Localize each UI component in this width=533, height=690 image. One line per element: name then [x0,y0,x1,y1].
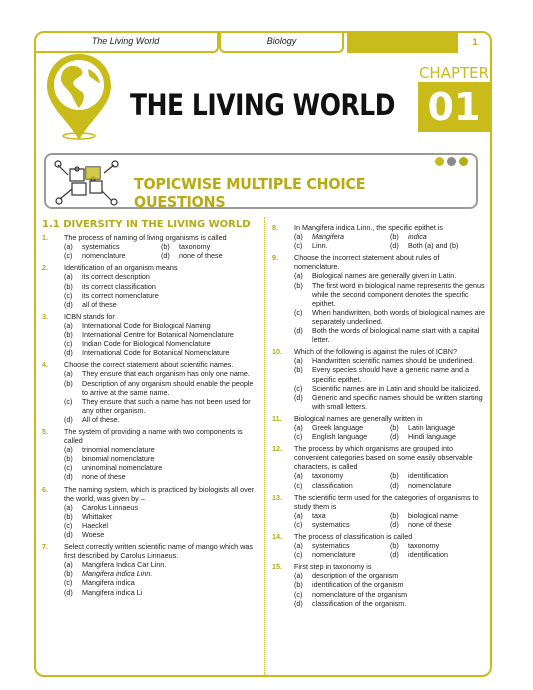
option [64,472,258,481]
question-row [272,223,486,232]
chapter-number: 01 [418,82,490,132]
chapter-title: THE LIVING WORLD [130,88,396,122]
option [161,251,258,260]
option [390,432,486,441]
option-letter: (c) [64,520,73,530]
option-letter: (d) [64,414,73,424]
option-letter: (b) [64,281,73,291]
option [294,271,486,280]
option-text: classification [312,480,353,490]
question-row [272,493,486,511]
question-text: The process of classification is called [294,532,413,541]
option-letter: (b) [294,280,303,290]
question-row [272,414,486,423]
option-row [294,481,486,490]
option-text: Linn. [312,241,328,251]
option-text: systematics [312,519,350,529]
option-text: its correct classification [82,281,156,291]
option-letter: (b) [390,541,399,551]
question-row [272,532,486,541]
chapter-label: CHAPTER [418,64,490,82]
option-letter: (c) [294,432,303,442]
option-letter: (a) [294,271,303,281]
question-text: The process by which organisms are grouped into convenient categories based on some easily observable characters, is called [294,444,473,472]
question-text: ICBN stands for [64,311,115,321]
option-letter: (a) [64,242,73,252]
options [294,541,486,559]
options [64,445,258,481]
option-letter: (c) [294,307,303,317]
option-letter: (d) [390,550,399,560]
question-row [272,347,486,356]
option-text: The first word in biological name represents the genus while the second component denotes the specific epithet. [312,280,485,308]
question-text: The scientific term used for the categories of organisms to study them is [294,492,479,511]
option-letter: (c) [294,519,303,529]
question-item [42,233,258,260]
section-heading: 1.1 DIVERSITY IN THE LIVING WORLD [42,219,251,230]
option-text: Haeckel [82,520,108,530]
question-item [272,562,486,607]
options [64,369,258,424]
option [294,541,390,550]
option-row [294,511,486,520]
question-number: 15. [272,562,282,572]
option [294,384,486,393]
option-letter: (d) [294,598,303,608]
option-text: Mangifera [312,232,344,242]
option-text: none of these [408,519,452,529]
option [294,365,486,383]
option-letter: (d) [64,530,73,539]
options [64,272,258,308]
question-number: 7. [42,542,48,552]
option [294,571,486,580]
option-text: taxonomy [312,471,344,481]
option [64,300,258,309]
options [294,271,486,344]
option-text: identification [408,471,448,481]
option-text: trinomial nomenclature [82,445,155,455]
option [390,541,486,550]
options [64,560,258,596]
option-letter: (b) [390,232,399,242]
option [64,291,258,300]
option-text: none of these [82,472,126,482]
option-text: binomial nomenclature [82,454,155,464]
option-letter: (a) [294,541,303,551]
question-row [42,485,258,503]
option-text: systematics [82,242,120,252]
option-letter: (b) [64,330,73,340]
question-item [42,263,258,308]
question-number: 4. [42,360,48,370]
option-letter: (a) [64,272,73,282]
question-text: Choose the incorrect statement about rules of nomenclature. [294,253,440,272]
option-text: nomenclature [82,251,126,261]
option-row [294,541,486,550]
question-number: 11. [272,413,282,423]
option [64,415,258,424]
option-text: Carolus Linnaeus [82,502,138,512]
option-letter: (c) [294,241,303,251]
option-letter: (c) [64,578,73,588]
option-letter: (a) [294,232,303,242]
option [64,512,258,521]
right-column [272,220,486,608]
question-number: 5. [42,426,48,436]
question-number: 10. [272,347,282,357]
option-text: When handwritten, both words of biological names are separately underlined. [312,307,485,326]
option-letter: (a) [294,356,303,366]
option-text: biological name [408,510,458,520]
option [294,393,486,411]
option-letter: (b) [390,510,399,520]
option [294,432,390,441]
option-letter: (d) [390,432,399,442]
option [64,251,161,260]
option-letter: (c) [294,589,303,599]
question-number: 6. [42,484,48,494]
option [390,241,486,250]
option-text: nomenclature [312,550,356,560]
header-accent-bar [347,31,458,53]
option-letter: (d) [64,472,73,482]
topic-banner [44,153,478,209]
question-item [42,542,258,597]
question-text: The process of naming of living organisms is called [64,233,227,243]
option [294,599,486,608]
option-letter: (a) [294,471,303,481]
option-letter: (c) [64,463,73,473]
option-text: They ensure that each organism has only one name. [82,369,250,379]
option-letter: (a) [64,320,73,330]
option-text: Both (a) and (b) [408,241,459,251]
option [294,550,390,559]
option-text: English language [312,432,368,442]
option-row [64,242,258,251]
option-letter: (c) [294,480,303,490]
question-number: 8. [272,223,278,232]
option-letter: (b) [64,569,73,579]
option-text: All of these. [82,414,120,424]
option-letter: (b) [390,422,399,432]
option [294,232,390,241]
question-number: 2. [42,263,48,273]
question-item [42,312,258,357]
option-text: none of these [179,251,223,261]
option [64,530,258,539]
option [64,445,258,454]
option-letter: (b) [64,511,73,521]
option-letter: (c) [64,251,73,261]
globe-pin-icon [44,50,114,142]
question-row [42,427,258,445]
option [64,397,258,415]
option [64,369,258,378]
option-text: Biological names are generally given in Latin. [312,271,457,281]
options [294,471,486,489]
options [294,511,486,529]
option [64,339,258,348]
topic-title: TOPICWISE MULTIPLE CHOICE QUESTIONS [134,175,366,211]
option-letter: (c) [64,339,73,349]
column-divider [264,217,265,677]
option-letter: (d) [294,326,303,336]
option-text: nomenclature [408,480,452,490]
option [294,308,486,326]
option-row [64,251,258,260]
option [294,590,486,599]
option [390,471,486,480]
question-number: 13. [272,492,282,502]
option-text: taxonomy [408,541,440,551]
question-text: Select correctly written scientific name of mango which was first described by Carolus Linnaeus. [64,542,253,561]
option-row [294,471,486,480]
option-letter: (c) [294,550,303,560]
option-text: Latin language [408,422,456,432]
question-row [42,263,258,272]
question-item [272,223,486,250]
dot-icon [459,157,468,166]
option-letter: (d) [390,519,399,529]
decorative-dots [435,157,468,166]
option-letter: (a) [64,369,73,379]
dot-icon [435,157,444,166]
option-letter: (d) [161,251,170,261]
option [294,580,486,589]
option-text: Mangifera Indica Car Linn. [82,560,167,570]
option [64,348,258,357]
option [294,356,486,365]
option [64,379,258,397]
question-text: In Mangifera indica Linn., the specific epithet is [294,223,444,232]
option [390,511,486,520]
dot-icon [447,157,456,166]
option [64,463,258,472]
option [390,520,486,529]
option [294,326,486,344]
option [64,454,258,463]
option-letter: (d) [390,480,399,490]
question-item [272,414,486,441]
option-letter: (a) [294,510,303,520]
option-text: indica [408,232,427,242]
option-letter: (b) [294,365,303,375]
question-row [42,233,258,242]
option-text: Whittaker [82,511,113,521]
option-row [294,241,486,250]
option-text: Every species should have a generic name and a specific epithet. [312,365,470,384]
option-letter: (a) [294,422,303,432]
option-letter: (a) [64,502,73,512]
question-item [42,360,258,424]
question-text: Identification of an organism means [64,263,178,273]
option-letter: (b) [161,242,170,252]
option-letter: (a) [294,571,303,581]
option-text: its correct nomenclature [82,290,159,300]
option [64,272,258,281]
option-letter: (a) [64,560,73,570]
option [294,281,486,308]
options [64,503,258,539]
option-text: nomenclature of the organism [312,589,408,599]
option-text: taxa [312,510,326,520]
option-letter: (d) [64,299,73,309]
question-item [42,427,258,482]
option-letter: (c) [294,383,303,393]
option-text: classification of the organism. [312,598,407,608]
option [390,423,486,432]
option-text: International Centre for Botanical Nomenclature [82,330,234,340]
option-text: Indian Code for Biological Nomenclature [82,339,211,349]
question-row [42,312,258,321]
option-text: Generic and specific names should be written starting with small letters. [312,392,483,411]
option-letter: (d) [64,348,73,358]
option-text: Handwritten scientific names should be underlined. [312,356,475,366]
question-number: 3. [42,311,48,321]
option [294,241,390,250]
page-number: 1 [472,37,478,47]
option-letter: (b) [64,454,73,464]
option-text: International Code for Biological Naming [82,320,211,330]
question-text: First step in taxonomy is [294,562,372,572]
option [64,569,258,578]
option [294,471,390,480]
option-letter: (b) [390,471,399,481]
option-letter: (d) [294,392,303,402]
question-number: 12. [272,444,282,454]
option [294,511,390,520]
option-text: Scientific names are in Latin and should be italicized. [312,383,481,393]
question-item [42,485,258,540]
header-chapter-tab: The Living World [34,31,219,53]
option-text: taxonomy [179,242,211,252]
option [161,242,258,251]
option [64,242,161,251]
option-row [294,550,486,559]
option [390,232,486,241]
option-row [294,432,486,441]
option [294,520,390,529]
question-text: Which of the following is against the rules of ICBN? [294,347,457,357]
option-letter: (c) [64,396,73,406]
option-text: systematics [312,541,350,551]
option [294,423,390,432]
question-row [272,562,486,571]
options [294,423,486,441]
option [64,503,258,512]
option [390,481,486,490]
option [64,521,258,530]
question-text: Biological names are generally written in [294,413,423,423]
option-text: uninominal nomenclature [82,463,163,473]
question-item [272,493,486,529]
question-item [272,253,486,344]
option-text: Mangifera indica Linn. [82,569,153,579]
option [64,330,258,339]
question-row [42,542,258,560]
option-text: Greek language [312,422,364,432]
option-letter: (a) [64,445,73,455]
option-text: Hindi language [408,432,456,442]
option [64,321,258,330]
question-text: The system of providing a name with two components is called [64,426,243,446]
options [64,321,258,357]
option-text: Mangifera indica [82,578,135,588]
option-text: Woese [82,530,105,539]
left-column [42,220,258,597]
option [294,481,390,490]
options [294,356,486,411]
options [64,242,258,260]
option-row [294,423,486,432]
option-letter: (c) [64,290,73,300]
option-text: They ensure that such a name has not been used for any other organism. [82,396,251,415]
option [64,578,258,587]
option [64,588,258,597]
options [294,232,486,250]
question-text: Choose the correct statement about scientific names. [64,360,234,370]
option [64,282,258,291]
question-item [272,444,486,489]
header-subject-tab: Biology [219,31,344,53]
option-text: all of these [82,299,117,309]
question-number: 9. [272,253,278,263]
option-text: International Code for Botanical Nomenclature [82,348,230,358]
option-letter: (b) [294,580,303,590]
option-row [294,232,486,241]
question-item [272,347,486,411]
question-item [272,532,486,559]
question-number: 1. [42,233,48,243]
option [390,550,486,559]
option-letter: (d) [390,241,399,251]
puzzle-icon [54,159,120,207]
question-text: The naming system, which is practiced by biologists all over the world, was given by – [64,484,255,503]
option-text: Description of any organism should enable the people to arrive at the same name. [82,378,254,397]
question-number: 14. [272,532,282,541]
option-letter: (b) [64,378,73,388]
option [64,560,258,569]
question-row [272,444,486,471]
option-text: identification [408,550,448,560]
option-text: description of the organism [312,571,399,581]
option-text: its correct description [82,272,150,282]
option-letter: (d) [64,587,73,597]
option-row [294,520,486,529]
option-text: identification of the organism [312,580,404,590]
option-text: Mangifera indica Li [82,587,143,597]
options [294,571,486,607]
option-text: Both the words of biological name start with a capital letter. [312,326,480,345]
question-row [272,253,486,271]
question-row [42,360,258,369]
